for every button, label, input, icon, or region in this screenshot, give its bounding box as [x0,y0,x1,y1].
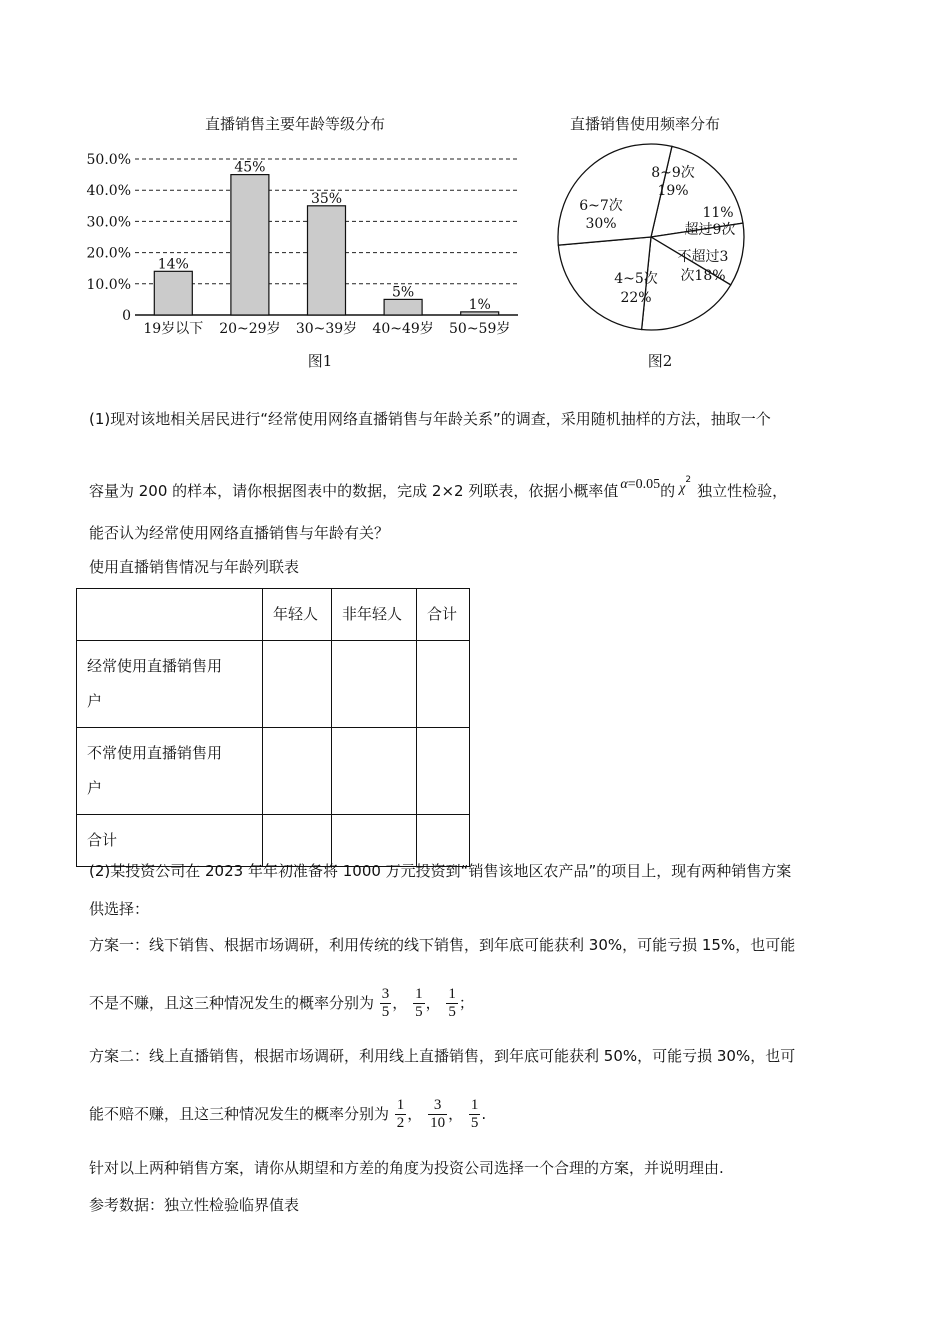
bar-value-label: 5% [391,284,415,301]
bar-1 [154,271,192,315]
bar-chart-x-axis [143,320,510,337]
figure2-caption: 图2 [647,352,673,370]
bar-chart-y-axis [87,152,131,324]
chi-exponent: 2 [685,475,692,485]
plan1-prob-3: $\frac{1}{5}$ [448,986,456,1020]
y-tick-label: 50.0% [86,152,131,168]
slice-value-6-7: 30% [585,216,617,232]
bar-3 [308,206,346,315]
bar-value-label: 14% [157,256,189,273]
cell-frequent-total[interactable] [417,641,470,728]
age-bar-chart [80,105,540,375]
frequency-pie-chart [550,105,760,375]
plan2-line1: 方案二：线上直播销售，根据市场调研，利用线上直播销售，到年底可能获利 50%，可能亏损 30%，也可 [89,1047,796,1065]
y-tick-label: 0 [122,308,131,324]
cell-infrequent-non-young[interactable] [332,728,417,815]
slice-label-4-5: 4~5次 [614,271,658,287]
table-header-row [77,589,470,641]
y-tick-label: 10.0% [86,276,131,293]
table-row-total [77,815,470,867]
chi-symbol: χ [679,481,686,496]
alpha-symbol: α [620,477,628,492]
plan2-line2-text: 能不赔不赚，且这三种情况发生的概率分别为 [89,1105,390,1123]
row-label-frequent: 经常使用直播销售用 户 [77,641,263,728]
slice-value-4-5: 22% [620,290,652,306]
bar-value-label: 1% [468,296,491,313]
x-tick-label: 30~39岁 [295,321,358,337]
q1-line2-end: 独立性检验， [697,482,788,500]
slice-value-le3: 次18% [680,268,726,284]
bar-2 [231,175,269,315]
plan1-line2: 不是不赚，且这三种情况发生的概率分别为 $\frac{3}{5}$ ， $\frac{1}{5}$ ， $\frac{1}{5}$ ； [89,986,474,1020]
q1-line2-de: 的 [660,482,676,500]
x-tick-label: 50~59岁 [449,321,511,337]
header-empty [77,589,263,641]
cell-frequent-young[interactable] [263,641,332,728]
plan2-line2: 能不赔不赚，且这三种情况发生的概率分别为 $\frac{1}{2}$ ， $\frac{3}{10}$ ， $\frac{1}{5}$ . [89,1097,487,1131]
plan1-line1: 方案一：线下销售、根据市场调研，利用传统的线下销售，到年底可能获利 30%，可能亏损 15%，也可能 [89,936,796,954]
contingency-table [76,588,470,867]
slice-label-8-9: 8~9次 [651,165,695,181]
slice-value-over9: 11% [702,205,734,221]
row-label-infrequent: 不常使用直播销售用 户 [77,728,263,815]
header-non-young: 非年轻人 [332,589,417,641]
q2-line2: 供选择： [89,900,150,918]
figure1-caption: 图1 [307,352,333,370]
cell-frequent-non-young[interactable] [332,641,417,728]
header-total: 合计 [417,589,470,641]
slice-value-8-9: 19% [657,183,689,199]
plan2-prob-1: $\frac{1}{2}$ [396,1097,405,1131]
cell-grand-total[interactable] [417,815,470,867]
slice-label-le3: 不超过3 [677,249,729,265]
y-tick-label: 30.0% [86,214,131,231]
q2-line1: (2)某投资公司在 2023 年年初准备将 1000 万元投资到“销售该地区农产品”的项目上，现有两种销售方案 [89,862,792,880]
q1-line2 [89,470,787,501]
slice-label-6-7: 6~7次 [579,198,623,214]
bar-4 [384,299,422,315]
plan1-prob-1: $\frac{3}{5}$ [381,986,390,1020]
slice-label-over9: 超过9次 [684,222,736,238]
plan1-line2-text: 不是不赚，且这三种情况发生的概率分别为 [89,994,375,1012]
row-label-total: 合计 [77,815,263,867]
cell-infrequent-young[interactable] [263,728,332,815]
q1-line3: 能否认为经常使用网络直播销售与年龄有关？ [89,524,390,542]
header-young: 年轻人 [263,589,332,641]
reference-line: 参考数据：独立性检验临界值表 [89,1196,300,1214]
cell-total-non-young[interactable] [332,815,417,867]
cell-infrequent-total[interactable] [417,728,470,815]
table-title: 使用直播销售情况与年龄列联表 [89,558,300,576]
table-row-frequent [77,641,470,728]
plan1-prob-2: $\frac{1}{5}$ [415,986,423,1020]
y-tick-label: 40.0% [86,183,131,200]
bar-value-label: 45% [234,159,266,176]
y-tick-label: 20.0% [86,245,131,262]
q1-line1: (1)现对该地相关居民进行“经常使用网络直播销售与年龄关系”的调查，采用随机抽样的方法，抽取一个 [89,410,771,428]
plan2-prob-2: $\frac{3}{10}$ [430,1097,446,1131]
q1-line2-text: 容量为 200 的样本，请你根据图表中的数据，完成 2×2 列联表，依据小概率值 [89,482,619,500]
bar-chart-title: 直播销售主要年龄等级分布 [204,115,386,133]
q2-choose-line: 针对以上两种销售方案，请你从期望和方差的角度为投资公司选择一个合理的方案，并说明理由. [89,1159,724,1177]
alpha-value: =0.05 [627,477,661,492]
x-tick-label: 19岁以下 [143,321,204,337]
cell-total-young[interactable] [263,815,332,867]
x-tick-label: 20~29岁 [219,321,281,337]
bar-value-label: 35% [310,190,343,207]
table-row-infrequent [77,728,470,815]
plan2-prob-3: $\frac{1}{5}$ [470,1097,479,1131]
x-tick-label: 40~49岁 [372,321,434,337]
bar-chart-bars [154,160,498,315]
pie-chart-title: 直播销售使用频率分布 [569,115,721,133]
